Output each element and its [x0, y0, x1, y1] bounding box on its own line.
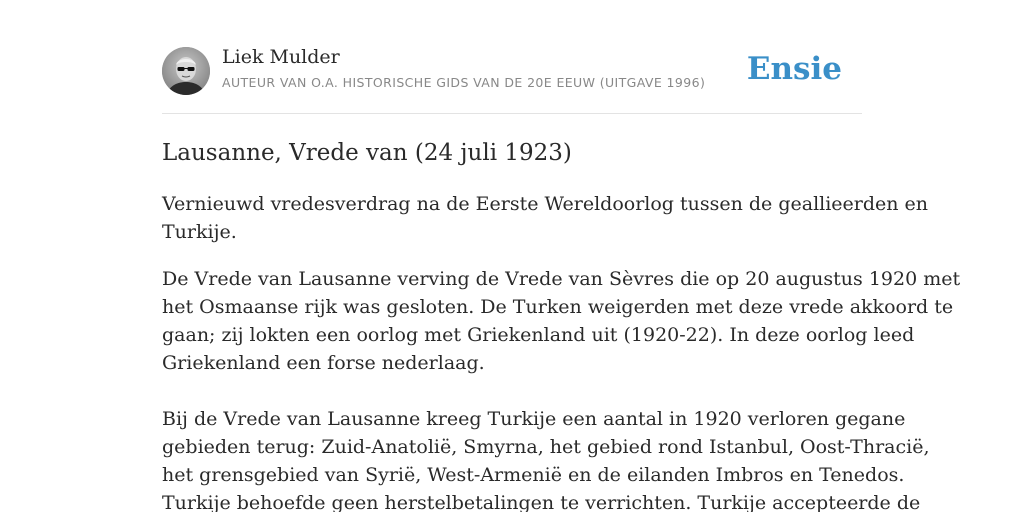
paragraph-line: Turkije behoefde geen herstelbetalingen te verrichten. Turkije accepteerde de: [162, 492, 921, 512]
paragraph-line: De Vrede van Lausanne verving de Vrede van Sèvres die op 20 augustus 1920 met: [162, 268, 961, 290]
article-title: Lausanne, Vrede van (24 juli 1923): [162, 140, 572, 166]
paragraph-line: gebieden terug: Zuid-Anatolië, Smyrna, het gebied rond Istanbul, Oost-Thracië,: [162, 436, 930, 458]
paragraph-line: Griekenland een forse nederlaag.: [162, 352, 485, 374]
ensie-logo-link[interactable]: Ensie: [746, 51, 842, 87]
author-name[interactable]: Liek Mulder: [222, 46, 340, 68]
author-subtitle: AUTEUR VAN O.A. HISTORISCHE GIDS VAN DE 20E EEUW (UITGAVE 1996): [222, 75, 706, 90]
author-avatar[interactable]: [162, 47, 210, 95]
header-divider: [162, 113, 862, 114]
lead-line: Vernieuwd vredesverdrag na de Eerste Wereldoorlog tussen de geallieerden en: [162, 193, 929, 215]
article-lead: [162, 190, 929, 246]
author-header: [162, 46, 862, 96]
paragraph-line: Bij de Vrede van Lausanne kreeg Turkije een aantal in 1920 verloren gegane: [162, 408, 906, 430]
paragraph-line: het grensgebied van Syrië, West-Armenië en de eilanden Imbros en Tenedos.: [162, 464, 905, 486]
article-body: [162, 265, 961, 512]
avatar-portrait-image: [162, 47, 210, 95]
paragraph-gap: [162, 377, 862, 405]
paragraph-line: het Osmaanse rijk was gesloten. De Turken weigerden met deze vrede akkoord te: [162, 296, 954, 318]
paragraph-line: gaan; zij lokten een oorlog met Griekenland uit (1920-22). In deze oorlog leed: [162, 324, 915, 346]
lead-line: Turkije.: [162, 221, 237, 243]
